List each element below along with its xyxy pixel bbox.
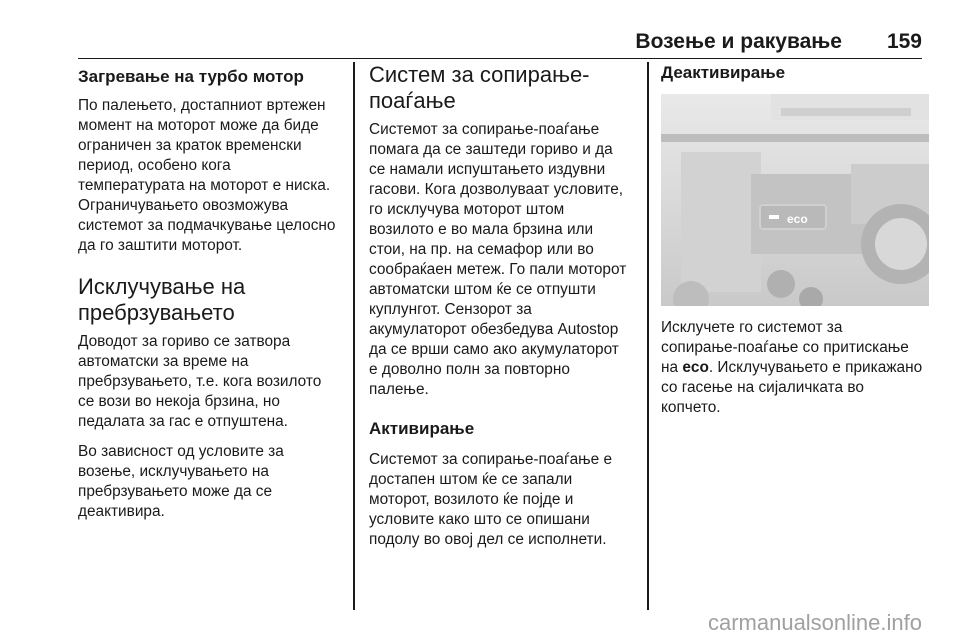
watermark: carmanualsonline.info (707, 610, 922, 635)
column-right (661, 62, 923, 428)
section-heading: Активирање (369, 419, 475, 438)
eco-button-photo (661, 94, 929, 306)
eco-button-label: eco (787, 212, 808, 226)
paragraph (661, 318, 923, 418)
paragraph: Доводот за гориво се затвора автоматски за време на пребрзувањето, т.е. кога возилото се вози во некоја брзина, но педалата за гас е отпуштена. (78, 333, 322, 430)
paragraph: Системот за сопирање-поаѓање е достапен штом ќе се запали моторот, возилото ќе појде и условите како што се опишани подолу во овој дел се исполнети. (369, 451, 613, 548)
column-divider (647, 62, 649, 610)
eco-button (759, 204, 827, 230)
page-header (78, 0, 922, 59)
eco-keyword: eco (682, 359, 709, 376)
paragraph: Системот за сопирање-поаѓање помага да се заштеди гориво и да се намали испуштањето издувни гасови. Кога дозволуваат условите, го исклучува моторот штом возилото е во мала брзина или стои, на пр. на семафор или во сообраќаен метеж. Го пали моторот автоматски штом ќе се отпушти куплунгот. Сензорот за акумулаторот обезбедува Autostop да се врши само ако акумулаторот е доволно полн за повторно палење. (369, 121, 627, 398)
paragraph: По палењето, достапниот вртежен момент на моторот може да биде ограничен за краток временски период, особено кога температурата на моторот е ниска. Ограничувањето овозможува системот за подмачкување целосно да го заштити моторот. (78, 97, 336, 254)
chapter-title: Возење и ракување (635, 30, 842, 53)
column-middle (369, 62, 631, 560)
section-heading: Систем за сопирање-поаѓање (369, 62, 590, 113)
column-divider (353, 62, 355, 610)
section-heading: Исклучување на пребрзувањето (78, 274, 246, 325)
page-number: 159 (886, 30, 922, 53)
console-illustration (661, 94, 929, 306)
column-left (78, 62, 340, 532)
paragraph-text: Исклучете го системот за сопирање-поаѓање со притискање на (661, 319, 909, 376)
paragraph: Во зависност од условите за возење, исклучувањето на пребрзувањето може да се деактивира. (78, 443, 284, 520)
section-heading: Деактивирање (661, 63, 786, 82)
eco-indicator-light (769, 215, 779, 219)
section-heading: Загревање на турбо мотор (78, 67, 304, 86)
paragraph-text: . Исклучувањето е прикажано со гасење на сијаличката во копчето. (661, 359, 923, 416)
